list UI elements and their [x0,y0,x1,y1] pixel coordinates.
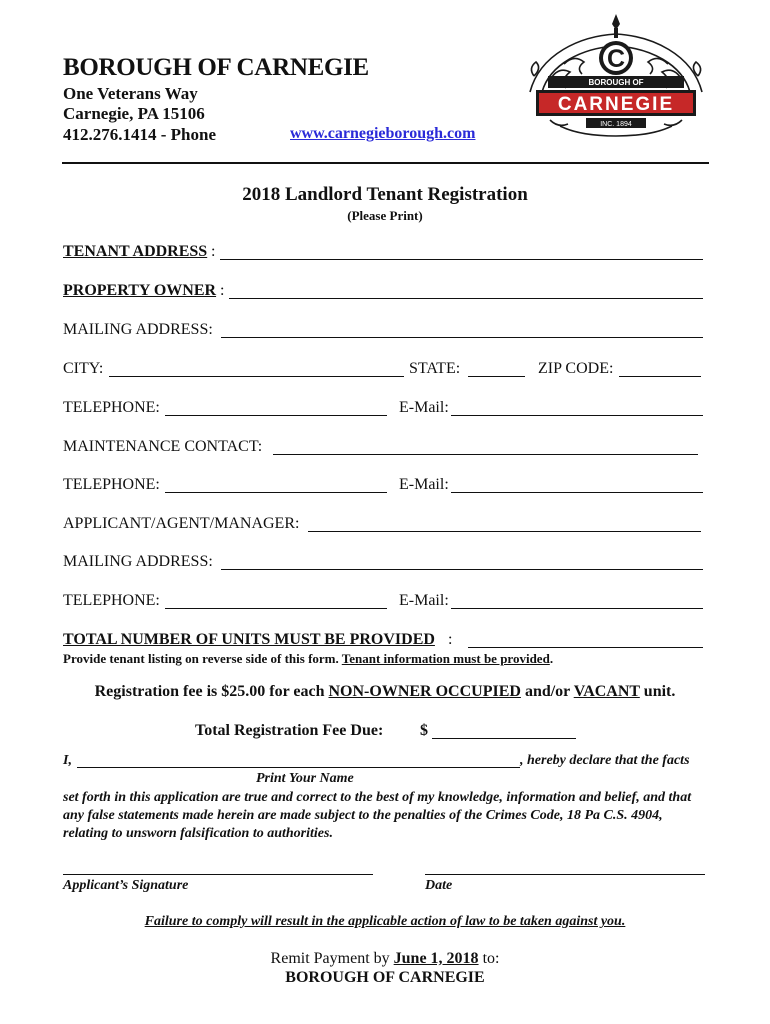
date-field[interactable] [425,874,705,875]
maintenance-contact-info-row [63,476,705,498]
colon: : [220,282,225,299]
print-name-label: Print Your Name [256,771,354,786]
applicant-mailing-address-field[interactable] [221,569,703,570]
mailing-address-label: MAILING ADDRESS: [63,321,213,338]
applicant-email-field[interactable] [451,608,703,609]
declaration-body: set forth in this application are true and correct to the best of my knowledge, information and belief, and that any false statements made herein are made subject to the penalties of the Crimes Code, 18 Pa C.S. 4904, relating to unsworn falsification to authorities. [63,790,692,841]
org-name: BOROUGH OF CARNEGIE [63,54,369,81]
tenant-address-label: TENANT ADDRESS [63,243,208,260]
remit-payment-line: Remit Payment by June 1, 2018 to: [270,950,500,967]
address-line2: Carnegie, PA 15106 [63,104,205,123]
website-link[interactable]: www.carnegieborough.com [290,125,476,142]
remit-date: June 1, 2018 [393,950,479,967]
email-label: E-Mail: [399,592,449,609]
total-units-label: TOTAL NUMBER OF UNITS MUST BE PROVIDED [63,631,435,648]
maintenance-contact-field[interactable] [273,454,698,455]
owner-mailing-address-field[interactable] [221,337,703,338]
email-label: E-Mail: [399,476,449,493]
applicant-row [63,515,705,537]
header-divider [62,162,709,164]
remit-to: BOROUGH OF CARNEGIE [285,969,485,986]
owner-telephone-field[interactable] [165,415,387,416]
form-title: 2018 Landlord Tenant Registration [242,184,528,205]
applicant-contact-row [63,592,705,614]
logo-founded: INC. 1894 [600,121,632,128]
applicant-label: APPLICANT/AGENT/MANAGER: [63,515,300,532]
print-name-field[interactable] [77,767,520,768]
tenant-address-row [63,243,705,265]
telephone-label: TELEPHONE: [63,592,160,609]
owner-email-field[interactable] [451,415,703,416]
colon: : [211,243,216,260]
property-owner-field[interactable] [229,298,703,299]
colon: : [448,631,453,648]
city-field[interactable] [109,376,404,377]
maintenance-contact-label: MAINTENANCE CONTACT: [63,438,263,455]
mailing-address-label: MAILING ADDRESS: [63,553,213,570]
compliance-warning: Failure to comply will result in the applicable action of law to be taken against you. [144,914,626,929]
city-label: CITY: [63,360,104,377]
total-units-row [63,631,705,653]
total-fee-field[interactable] [432,738,576,739]
declaration-end: , hereby declare that the facts [520,753,690,768]
address-line1: One Veterans Way [63,84,198,103]
owner-mailing-address-row [63,321,705,343]
telephone-label: TELEPHONE: [63,399,160,416]
email-label: E-Mail: [399,399,449,416]
declaration-start: I, [63,753,72,768]
owner-contact-row [63,399,705,421]
zip-field[interactable] [619,376,701,377]
property-owner-label: PROPERTY OWNER [63,282,217,299]
city-state-zip-row [63,360,705,382]
tenant-listing-note: Provide tenant listing on reverse side of this form. Tenant information must be provided. [63,651,554,666]
logo-name: CARNEGIE [557,94,675,115]
maintenance-email-field[interactable] [451,492,703,493]
borough-logo [520,14,712,144]
tenant-address-field[interactable] [220,259,703,260]
date-label: Date [425,878,453,893]
telephone-label: TELEPHONE: [63,476,160,493]
state-field[interactable] [468,376,525,377]
total-units-field[interactable] [468,647,703,648]
logo-letter: C [606,45,626,73]
maintenance-contact-row [63,438,705,460]
signature-field[interactable] [63,874,373,875]
tenant-info-required: Tenant information must be provided [341,651,550,666]
property-owner-row [63,282,705,304]
dollar-sign: $ [420,722,428,739]
maintenance-telephone-field[interactable] [165,492,387,493]
total-fee-label: Total Registration Fee Due: [195,722,384,739]
zip-label: ZIP CODE: [538,360,614,377]
logo-top-text: BOROUGH OF [588,78,644,87]
applicant-field[interactable] [308,531,701,532]
registration-fee-text: Registration fee is $25.00 for each NON-OWNER OCCUPIED and/or VACANT unit. [94,683,676,700]
signature-label: Applicant’s Signature [63,878,189,893]
state-label: STATE: [409,360,461,377]
applicant-telephone-field[interactable] [165,608,387,609]
phone-number: 412.276.1414 - Phone [63,125,216,144]
form-subtitle: (Please Print) [347,208,423,223]
applicant-mailing-address-row [63,553,705,575]
